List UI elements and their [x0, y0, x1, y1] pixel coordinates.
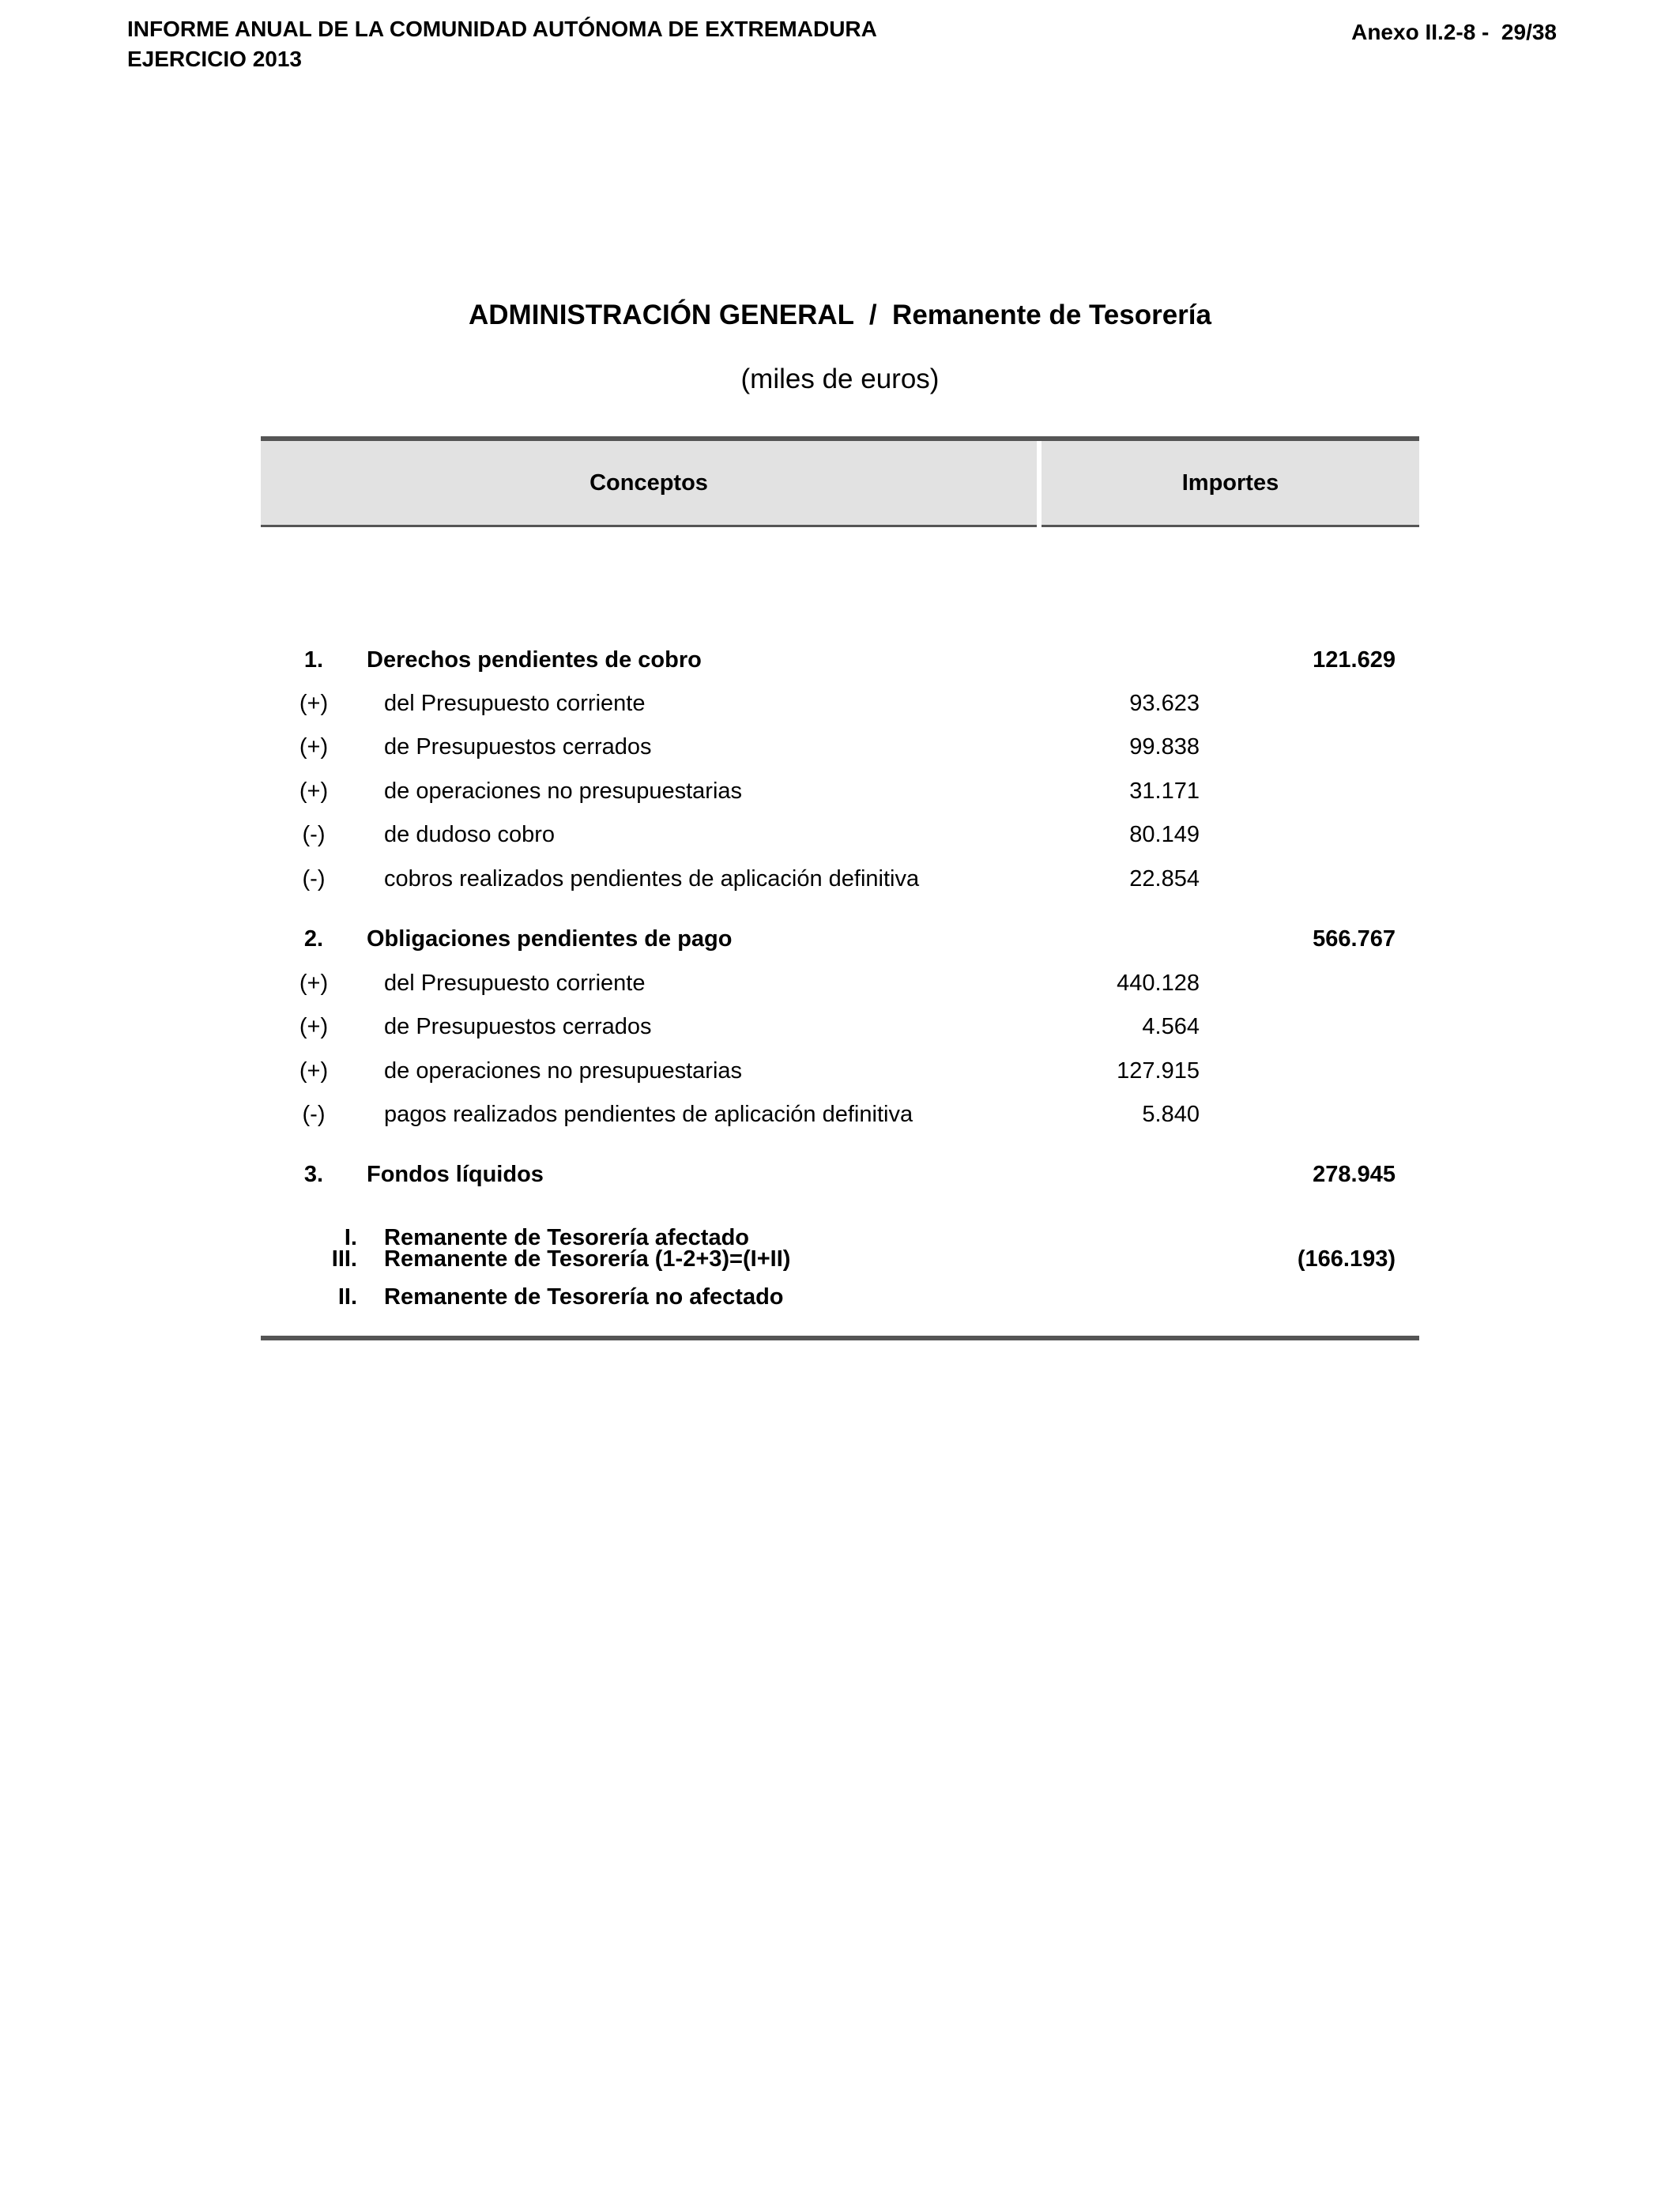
row-sign: (-) — [302, 822, 326, 847]
row-label: cobros realizados pendientes de aplicación definitiva — [384, 866, 920, 892]
table-header — [261, 436, 1419, 528]
page-title: ADMINISTRACIÓN GENERAL / Remanente de Tesorería — [469, 300, 1211, 330]
section-number: 3. — [303, 1162, 324, 1187]
units-subtitle: (miles de euros) — [740, 364, 940, 394]
table-row — [261, 686, 1419, 721]
row-sign: (+) — [299, 734, 329, 760]
section-row-obligaciones — [261, 922, 1419, 956]
section-total: 278.945 — [1313, 1162, 1396, 1187]
table-row — [261, 729, 1419, 764]
summary-row-no-afectado — [261, 1280, 1419, 1314]
table-row — [261, 861, 1419, 896]
row-label: pagos realizados pendientes de aplicación definitiva — [384, 1102, 913, 1127]
section-row-derechos — [261, 643, 1419, 677]
row-label: de Presupuestos cerrados — [384, 1014, 652, 1039]
row-sign: (+) — [299, 778, 329, 804]
row-value: 22.854 — [1129, 866, 1200, 892]
row-sign: (-) — [302, 1102, 326, 1127]
row-value: 31.171 — [1129, 778, 1200, 804]
row-label: de operaciones no presupuestarias — [384, 778, 743, 804]
section-number: 1. — [303, 647, 324, 673]
report-year-line: EJERCICIO 2013 — [127, 47, 302, 71]
row-sign: (+) — [299, 971, 329, 996]
section-total: 121.629 — [1313, 647, 1396, 673]
row-label: de dudoso cobro — [384, 822, 556, 847]
summary-number: II. — [337, 1284, 357, 1310]
table-row — [261, 774, 1419, 809]
section-row-fondos — [261, 1157, 1419, 1192]
row-value: 99.838 — [1129, 734, 1200, 760]
row-sign: (+) — [299, 1014, 329, 1039]
row-sign: (+) — [299, 1058, 329, 1084]
row-value: 440.128 — [1117, 971, 1200, 996]
row-value: 4.564 — [1142, 1014, 1200, 1039]
summary-label: Remanente de Tesorería no afectado — [384, 1284, 784, 1310]
row-value: 93.623 — [1129, 691, 1200, 716]
row-label: de operaciones no presupuestarias — [384, 1058, 743, 1084]
treasury-surplus-table — [261, 436, 1419, 1340]
report-title-line: INFORME ANUAL DE LA COMUNIDAD AUTÓNOMA DE EXTREMADURA — [127, 17, 877, 41]
row-value: 80.149 — [1129, 822, 1200, 847]
summary-label: Remanente de Tesorería afectado — [384, 1225, 750, 1250]
table-row — [261, 966, 1419, 1001]
row-sign: (-) — [302, 866, 326, 892]
table-row — [261, 817, 1419, 852]
report-header — [127, 14, 877, 74]
table-body — [261, 528, 1419, 1340]
row-label: del Presupuesto corriente — [384, 691, 646, 716]
table-row — [261, 1054, 1419, 1088]
summary-value: (166.193) — [1297, 1246, 1396, 1272]
column-header-importes: Importes — [1042, 441, 1419, 527]
row-value: 127.915 — [1117, 1058, 1200, 1084]
section-total: 566.767 — [1313, 926, 1396, 952]
summary-label: Remanente de Tesorería (1-2+3)=(I+II) — [384, 1246, 791, 1272]
row-label: de Presupuestos cerrados — [384, 734, 652, 760]
table-row — [261, 1009, 1419, 1044]
section-number: 2. — [303, 926, 324, 952]
summary-row-total — [261, 1242, 1419, 1276]
row-value: 5.840 — [1142, 1102, 1200, 1127]
section-label: Fondos líquidos — [367, 1162, 544, 1187]
column-header-concepts: Conceptos — [261, 441, 1037, 527]
table-row — [261, 1097, 1419, 1132]
page-reference: Anexo II.2-8 - 29/38 — [1351, 20, 1557, 44]
summary-number: III. — [331, 1246, 357, 1272]
section-label: Obligaciones pendientes de pago — [367, 926, 733, 952]
row-label: del Presupuesto corriente — [384, 971, 646, 996]
section-label: Derechos pendientes de cobro — [367, 647, 702, 673]
row-sign: (+) — [299, 691, 329, 716]
summary-number: I. — [344, 1225, 357, 1250]
